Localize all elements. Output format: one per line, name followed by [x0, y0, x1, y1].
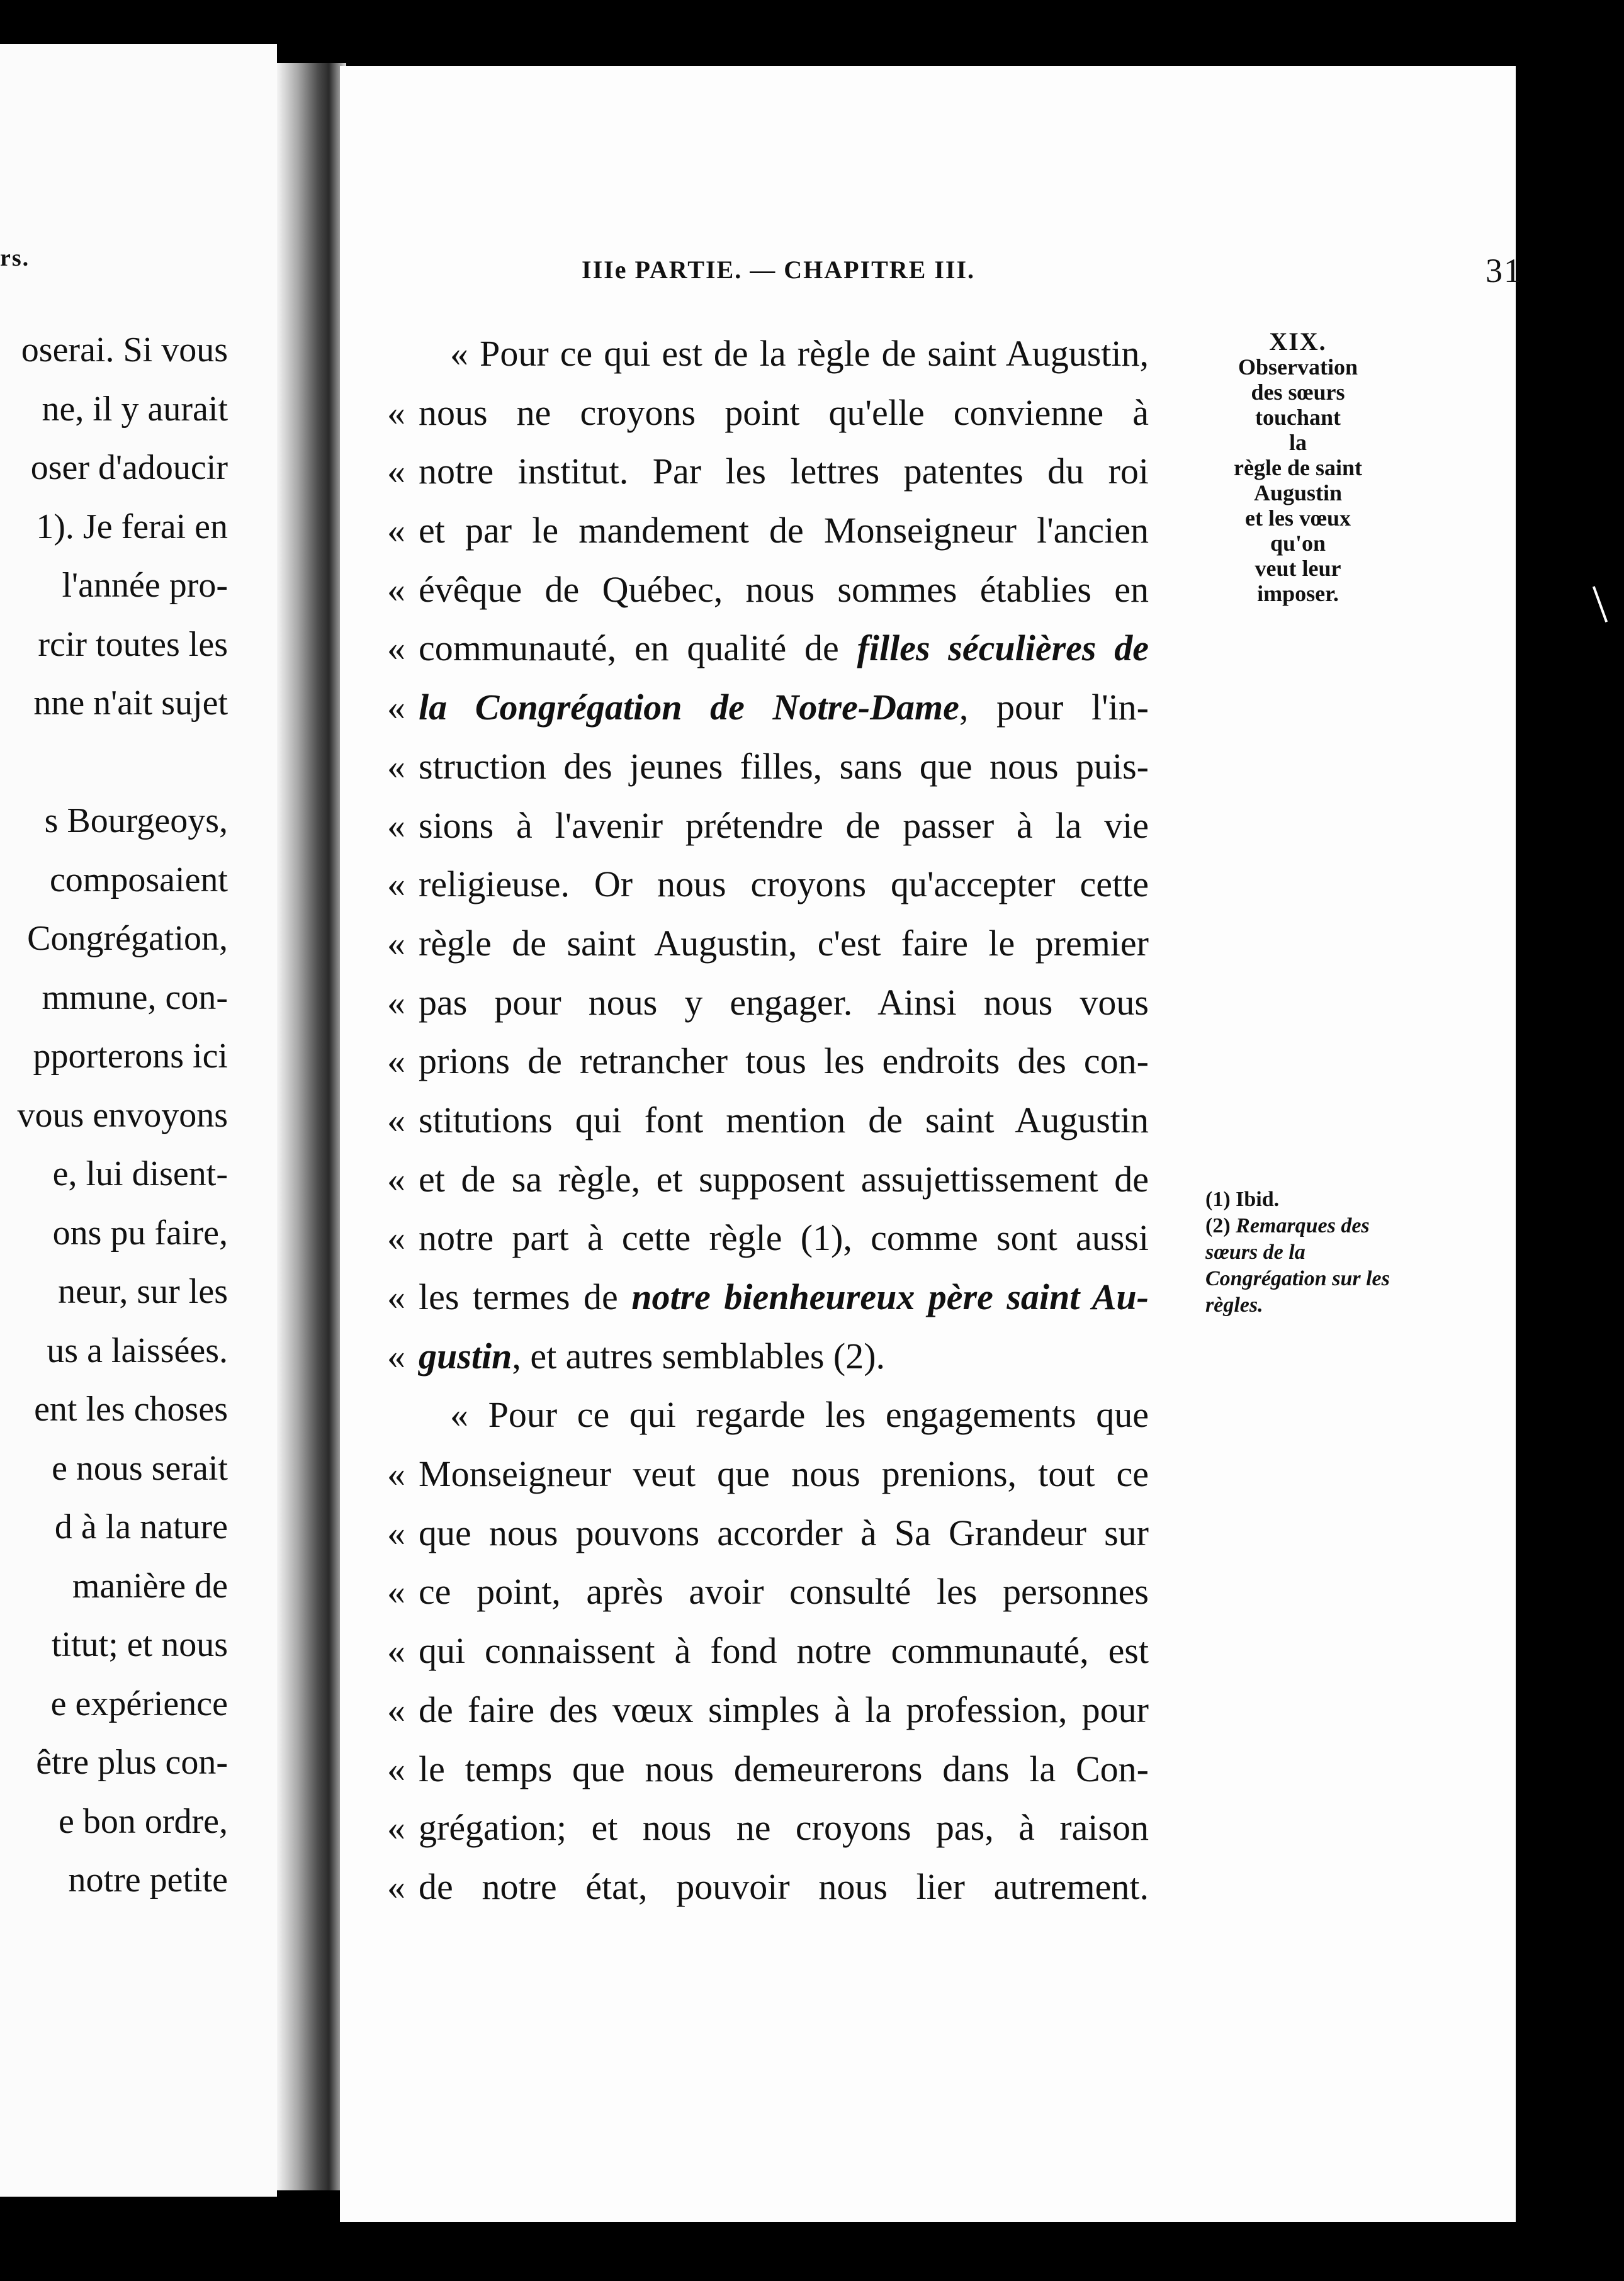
text-line: [387, 383, 1193, 442]
left-page-line: e bon ordre,: [58, 1801, 228, 1841]
line-text: la Congrégation de Notre-Dame, pour l'in-: [419, 687, 1149, 728]
margin-note-line: imposer.: [1257, 581, 1339, 606]
scan-artifact: [1593, 586, 1608, 622]
line-text: sions à l'avenir prétendre de passer à la vie: [419, 804, 1149, 846]
running-head-title: IIIe PARTIE. — CHAPITRE III.: [582, 256, 976, 284]
left-page-line: être plus con-: [36, 1743, 228, 1782]
line-text: notre institut. Par les lettres patentes du roi: [419, 451, 1149, 492]
left-page-line: notre petite: [68, 1861, 228, 1900]
italic-text: gustin: [419, 1335, 512, 1377]
text-line: [387, 1208, 1193, 1268]
guillemet: «: [387, 391, 405, 433]
guillemet: «: [387, 1276, 405, 1317]
margin-note-line: Augustin: [1253, 480, 1343, 505]
margin-note-line: touchant: [1255, 405, 1341, 430]
left-page-line: e, lui disent-: [52, 1154, 228, 1193]
line-text: de faire des vœux simples à la profession, pour: [419, 1689, 1149, 1730]
left-page-line: vous envoyons: [17, 1095, 228, 1135]
guillemet: «: [387, 451, 405, 492]
left-page-line: 1). Je ferai en: [36, 507, 228, 546]
text-line: [387, 1681, 1193, 1740]
left-page-line: l'année pro-: [62, 566, 228, 605]
line-text: que nous pouvons accorder à Sa Grandeur sur: [419, 1512, 1149, 1553]
page-number: 31: [1486, 252, 1522, 290]
line-text: les termes de notre bienheureux père saint Au-: [419, 1276, 1149, 1317]
guillemet: «: [387, 568, 405, 610]
guillemet: «: [387, 1040, 405, 1082]
margin-note: [1204, 329, 1392, 606]
line-text: nous ne croyons point qu'elle convienne à: [419, 391, 1149, 433]
left-page-line: [0, 733, 228, 792]
left-page-line: us a laissées.: [47, 1331, 228, 1370]
left-page-line: ne, il y aurait: [42, 389, 228, 429]
text-line: [387, 1032, 1193, 1091]
line-text: gustin, et autres semblables (2).: [419, 1335, 886, 1377]
guillemet: «: [387, 1866, 405, 1907]
text-line: [387, 678, 1193, 737]
left-page-line: oser d'adoucir: [30, 448, 228, 487]
left-page-line: mmune, con-: [42, 977, 228, 1017]
line-text: struction des jeunes filles, sans que nous puis-: [419, 745, 1149, 787]
text-line: [387, 1798, 1193, 1857]
left-page-line: manière de: [72, 1566, 228, 1606]
text-line: [387, 1621, 1193, 1681]
italic-text: la Congrégation de Notre-Dame: [419, 687, 959, 728]
margin-note-line: et les vœux: [1245, 505, 1351, 531]
text-line: [387, 442, 1193, 501]
text-line: [387, 1445, 1193, 1504]
guillemet: «: [387, 1630, 405, 1672]
text-line: [387, 619, 1193, 678]
margin-note-line: veut leur: [1255, 556, 1341, 581]
italic-text: notre bienheureux père saint Au-: [631, 1276, 1149, 1317]
guillemet: «: [387, 1335, 405, 1377]
guillemet: «: [387, 687, 405, 728]
running-head: [582, 252, 1526, 290]
line-text: de notre état, pouvoir nous lier autrement.: [419, 1866, 1149, 1907]
margin-note-line: Observation: [1238, 354, 1358, 380]
guillemet: «: [387, 1512, 405, 1553]
line-text: évêque de Québec, nous sommes établies en: [419, 568, 1149, 610]
left-page-line: ons pu faire,: [52, 1213, 228, 1253]
text-line: [387, 1268, 1193, 1327]
margin-note-line: des sœurs: [1251, 380, 1345, 405]
guillemet: «: [387, 1217, 405, 1259]
guillemet: «: [387, 1689, 405, 1730]
left-page-line: titut; et nous: [52, 1625, 228, 1664]
left-page-line: ent les choses: [34, 1390, 228, 1429]
text-line: [387, 1504, 1193, 1563]
text-line: [387, 1740, 1193, 1799]
text-line: [387, 914, 1193, 973]
guillemet: «: [387, 1099, 405, 1140]
left-page-line: e nous serait: [52, 1448, 228, 1488]
left-page-line: pporterons ici: [33, 1037, 228, 1076]
left-page-line: e expérience: [50, 1684, 228, 1723]
line-text: « Pour ce qui regarde les engagements que: [450, 1394, 1149, 1436]
line-text: « Pour ce qui est de la règle de saint Augustin,: [450, 333, 1149, 374]
guillemet: «: [387, 1453, 405, 1495]
line-text: prions de retrancher tous les endroits des con-: [419, 1040, 1149, 1082]
footnote-2: (2) Remarques des sœurs de la Congrégation sur les règles.: [1205, 1214, 1390, 1317]
line-text: et de sa règle, et supposent assujettissement de: [419, 1158, 1149, 1200]
text-line: [387, 324, 1193, 383]
line-text: notre part à cette règle (1), comme sont aussi: [419, 1217, 1149, 1259]
guillemet: «: [387, 864, 405, 905]
margin-note-line: qu'on: [1270, 531, 1326, 556]
body-text: [387, 324, 1193, 1917]
line-text: Monseigneur veut que nous prenions, tout ce: [419, 1453, 1149, 1495]
text-line: [387, 560, 1193, 619]
line-text: règle de saint Augustin, c'est faire le premier: [419, 922, 1149, 964]
footnote-1: (1) Ibid.: [1205, 1188, 1280, 1211]
guillemet: «: [387, 628, 405, 669]
left-page-line: rcir toutes les: [38, 624, 228, 664]
text-line: [387, 1327, 1193, 1386]
line-text: le temps que nous demeurerons dans la Con-: [419, 1748, 1149, 1789]
guillemet: «: [387, 981, 405, 1023]
line-text: pas pour nous y engager. Ainsi nous vous: [419, 981, 1149, 1023]
left-running-head: rs.: [0, 245, 30, 271]
guillemet: «: [387, 922, 405, 964]
guillemet: «: [387, 1571, 405, 1613]
footnotes: [1205, 1186, 1394, 1319]
text-line: [387, 855, 1193, 914]
margin-note-line: règle de saint: [1234, 455, 1362, 480]
left-page-line: Congrégation,: [27, 919, 228, 958]
guillemet: «: [387, 1158, 405, 1200]
line-text: ce point, après avoir consulté les personnes: [419, 1571, 1149, 1613]
guillemet: «: [387, 745, 405, 787]
guillemet: «: [387, 510, 405, 551]
left-page-line: nne n'ait sujet: [33, 684, 228, 723]
text-line: [387, 737, 1193, 796]
text-line: [387, 501, 1193, 560]
line-text: qui connaissent à fond notre communauté, est: [419, 1630, 1149, 1672]
margin-note-line: la: [1288, 430, 1307, 455]
margin-note-text: [1204, 354, 1392, 606]
right-page: [340, 66, 1522, 2222]
left-page-text: [0, 321, 228, 1910]
line-text: communauté, en qualité de filles séculières de: [419, 628, 1149, 669]
left-page-line: d à la nature: [54, 1507, 228, 1546]
italic-text: filles séculières de: [857, 628, 1149, 669]
left-page-line: oserai. Si vous: [21, 330, 228, 369]
left-page-line: s Bourgeoys,: [44, 801, 228, 840]
guillemet: «: [387, 1807, 405, 1849]
margin-note-number: XIX.: [1269, 327, 1327, 356]
left-facing-page: [0, 44, 277, 2197]
guillemet: «: [387, 804, 405, 846]
text-line: [387, 973, 1193, 1032]
text-line: [387, 1562, 1193, 1621]
text-line: [387, 1857, 1193, 1917]
left-page-line: composaient: [49, 860, 228, 899]
text-line: [387, 1091, 1193, 1150]
text-line: [387, 1385, 1193, 1445]
book-gutter: [277, 63, 346, 2190]
text-line: [387, 1150, 1193, 1209]
line-text: religieuse. Or nous croyons qu'accepter cette: [419, 864, 1149, 905]
line-text: stitutions qui font mention de saint Augustin: [419, 1099, 1149, 1140]
line-text: grégation; et nous ne croyons pas, à raison: [419, 1807, 1149, 1849]
guillemet: «: [387, 1748, 405, 1789]
line-text: et par le mandement de Monseigneur l'ancien: [419, 510, 1149, 551]
left-page-line: neur, sur les: [58, 1272, 228, 1311]
text-line: [387, 796, 1193, 855]
